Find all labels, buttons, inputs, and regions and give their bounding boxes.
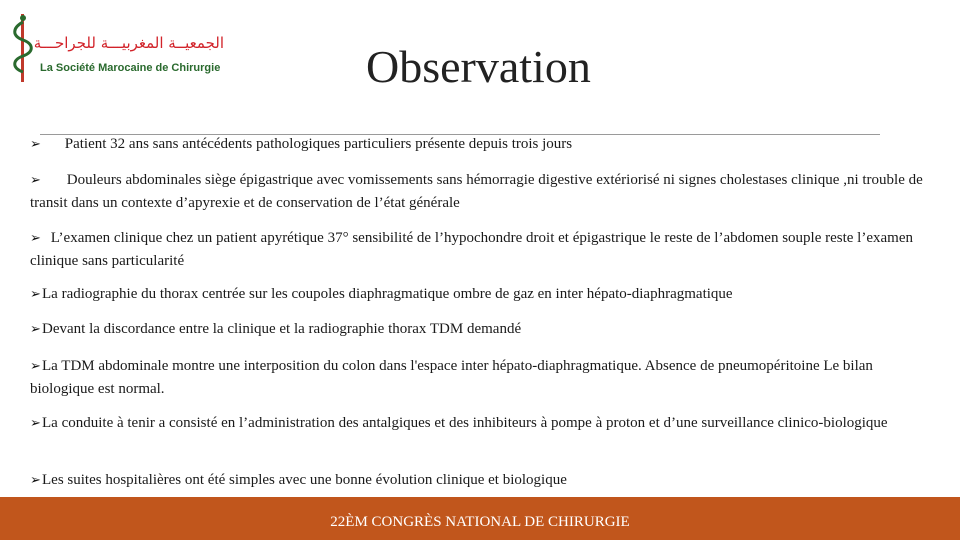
footer-bar xyxy=(0,497,960,540)
arrow-bullet-icon: ➢ xyxy=(30,173,41,188)
arrow-bullet-icon: ➢ xyxy=(30,473,41,488)
list-item xyxy=(30,318,935,341)
footer-text: 22ÈM CONGRÈS NATIONAL DE CHIRURGIE xyxy=(330,514,630,530)
list-item xyxy=(30,355,935,400)
bullet-text: Patient 32 ans sans antécédents pathologiques particuliers présente depuis trois jours xyxy=(64,136,573,152)
list-item xyxy=(30,227,935,272)
bullet-text: La conduite à tenir a consisté en l’administration des antalgiques et des inhibiteurs à pompe à proton et d’une surveillance clinico-biologique xyxy=(42,415,888,431)
bullet-text: Les suites hospitalières ont été simples avec une bonne évolution clinique et biologique xyxy=(42,472,567,488)
slide-title: Observation xyxy=(366,41,591,92)
list-item xyxy=(30,469,935,492)
society-logo xyxy=(8,12,238,84)
bullet-text: Devant la discordance entre la clinique et la radiographie thorax TDM demandé xyxy=(42,321,522,337)
arrow-bullet-icon: ➢ xyxy=(30,359,41,374)
list-item xyxy=(30,283,935,306)
arrow-bullet-icon: ➢ xyxy=(30,231,41,246)
arrow-bullet-icon: ➢ xyxy=(30,416,41,431)
list-item xyxy=(30,169,935,214)
logo-french-name: La Société Marocaine de Chirurgie xyxy=(40,62,221,74)
arrow-bullet-icon: ➢ xyxy=(30,287,41,302)
logo-arabic-name: الجمعيــة المغربيـــة للجراحـــة xyxy=(33,34,224,52)
bullet-text: La TDM abdominale montre une interposition du colon dans l'espace inter hépato-diaphragmatique. Absence de pneumopéritoine Le bilan biologique est normal. xyxy=(30,358,873,397)
bullet-text: La radiographie du thorax centrée sur les coupoles diaphragmatique ombre de gaz en inter hépato-diaphragmatique xyxy=(42,286,733,302)
arrow-bullet-icon: ➢ xyxy=(30,322,41,337)
bullet-text: L’examen clinique chez un patient apyrétique 37° sensibilité de l’hypochondre droit et épigastrique le reste de l’abdomen souple reste l’examen clinique sans particularité xyxy=(30,230,913,269)
list-item xyxy=(30,133,935,156)
arrow-bullet-icon: ➢ xyxy=(30,137,41,152)
bullet-text: Douleurs abdominales siège épigastrique avec vomissements sans hémorragie digestive extériorisé ni signes cholestases clinique ,ni trouble de transit dans un contexte d’apyrexie et de conservation de l’état générale xyxy=(30,172,923,211)
list-item xyxy=(30,412,935,435)
